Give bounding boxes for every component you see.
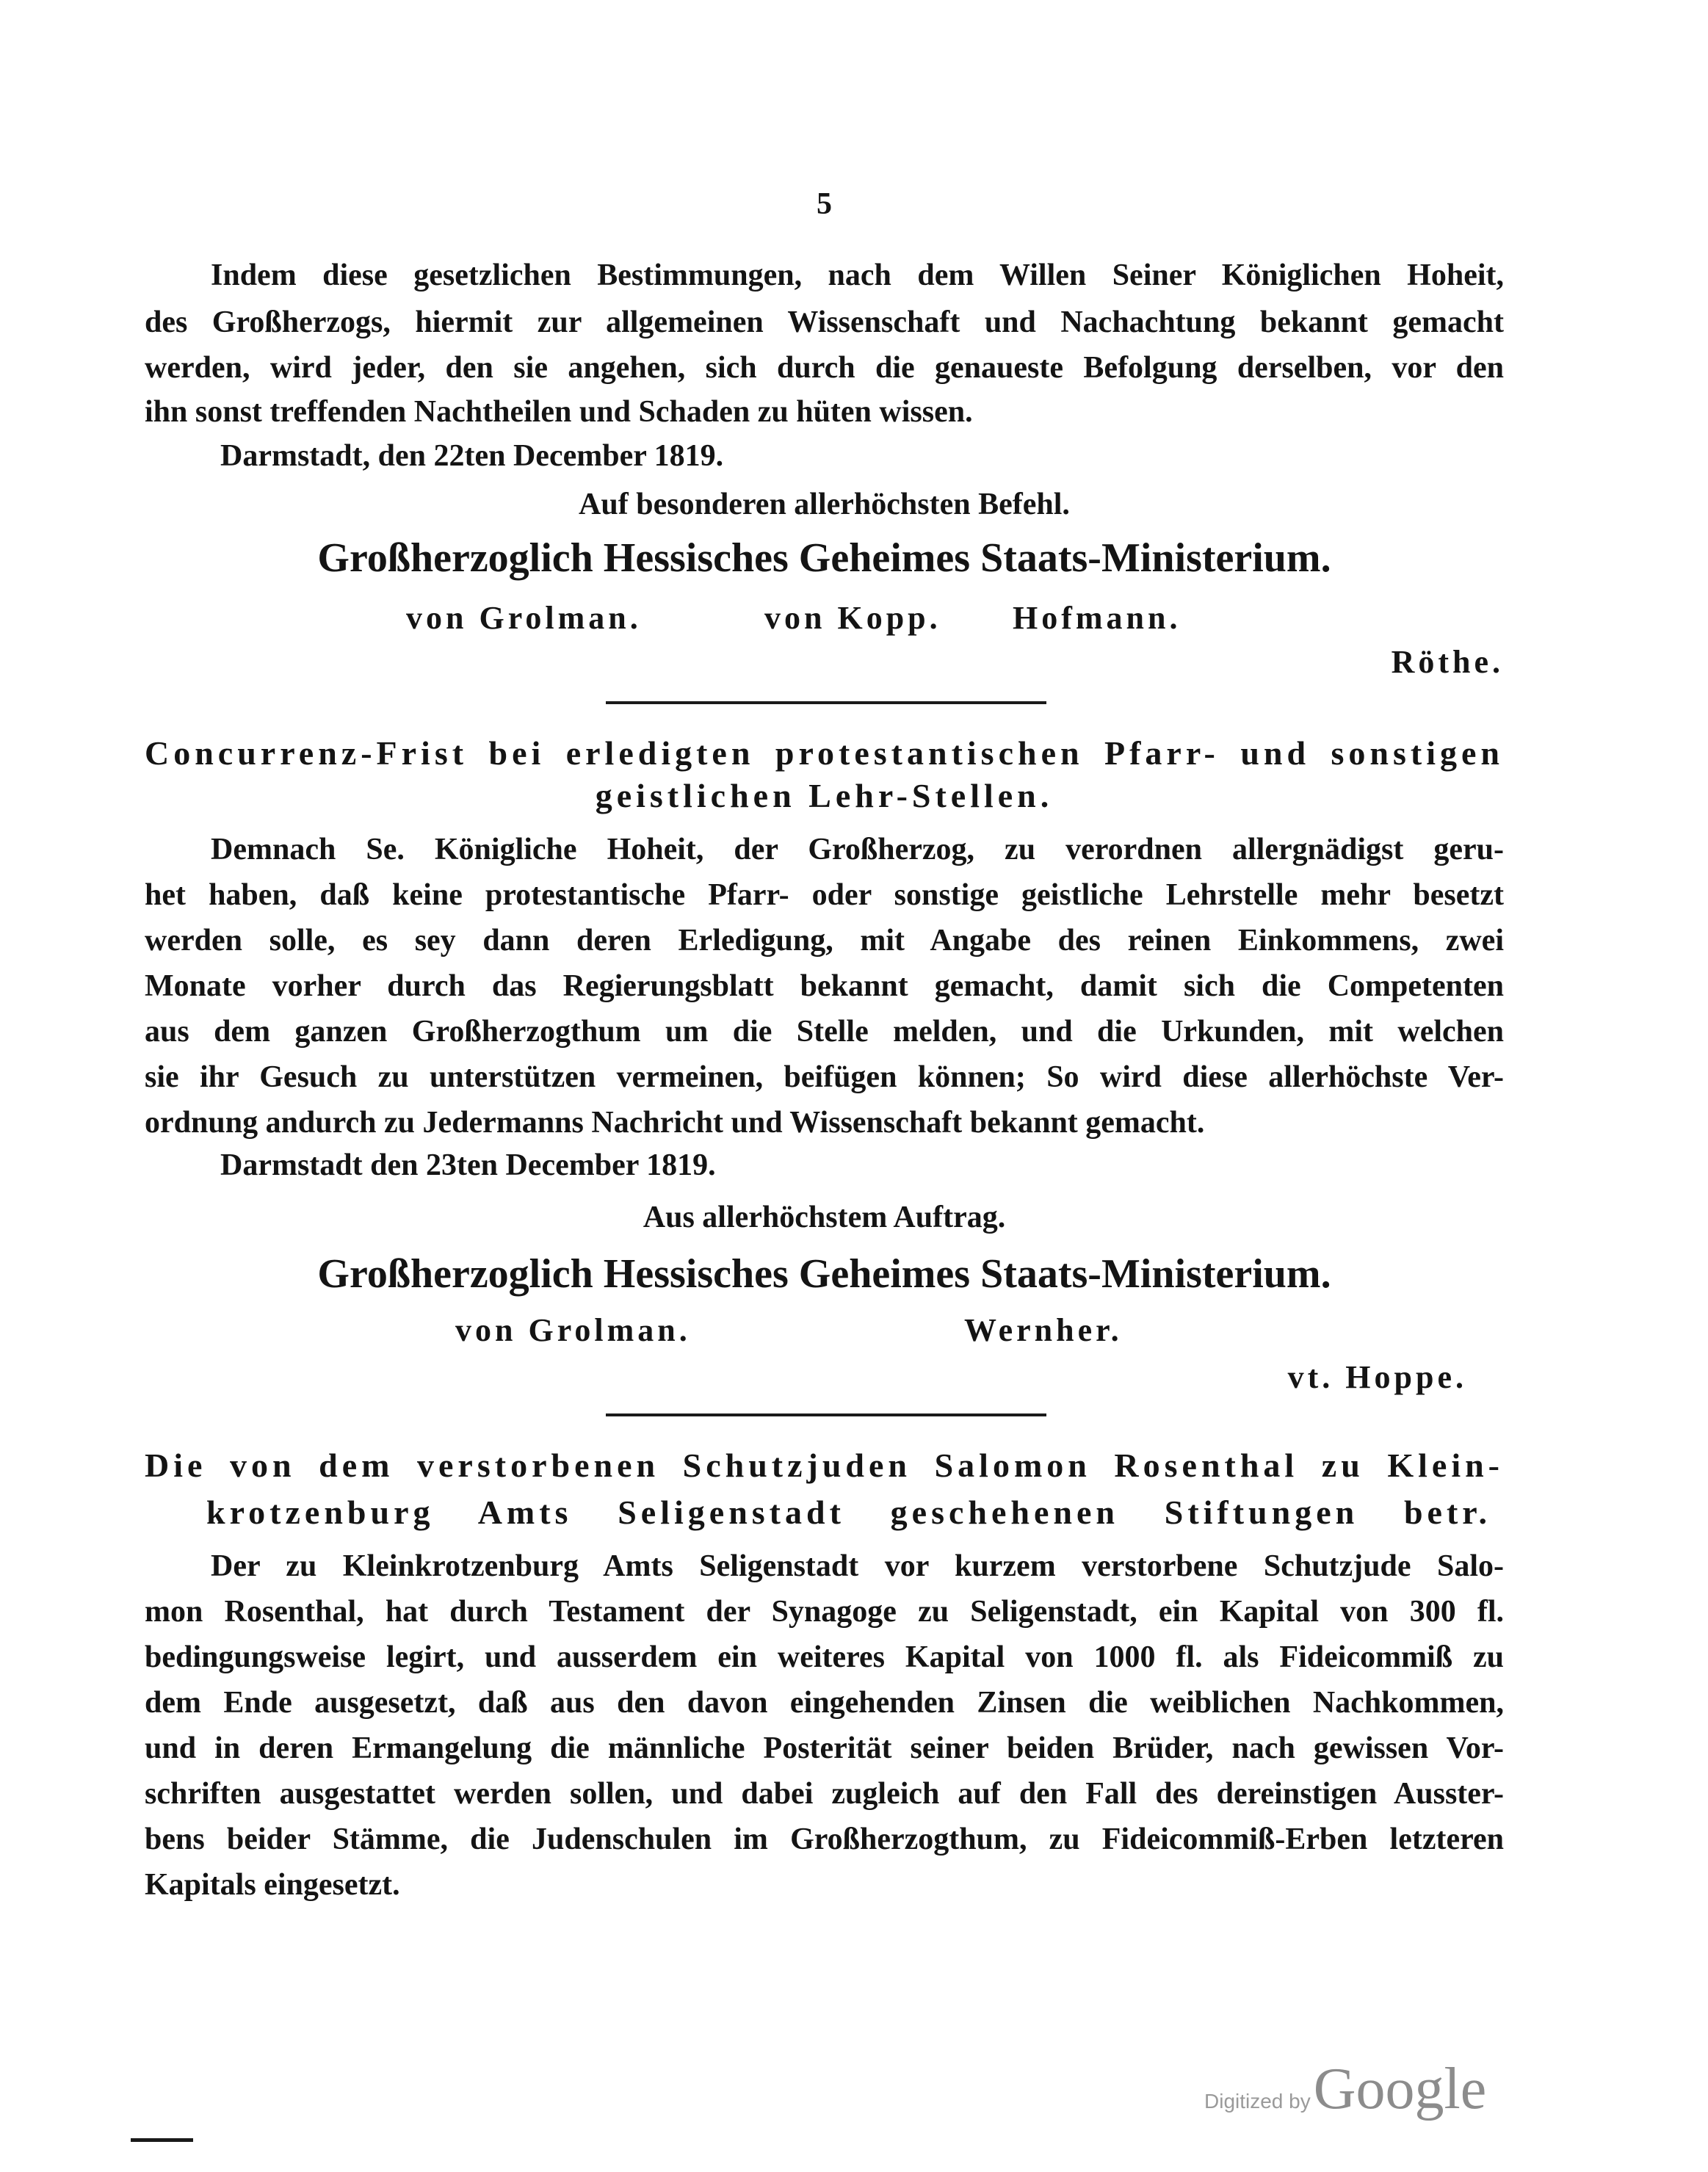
section-title: Die von dem verstorbenen Schutzjuden Salomon Rosenthal zu Klein-	[145, 1447, 1504, 1484]
section-divider	[606, 701, 1046, 704]
section-title: geistlichen Lehr-Stellen.	[595, 777, 1054, 814]
signatory: Hofmann.	[1013, 600, 1182, 636]
place-date: Darmstadt den 23ten December 1819.	[220, 1148, 716, 1182]
signatory: von Grolman.	[455, 1312, 691, 1348]
page-number: 5	[817, 187, 832, 221]
authority-line: Aus allerhöchstem Auftrag.	[643, 1201, 1006, 1234]
ministry-heading: Großherzoglich Hessisches Geheimes Staats-Ministerium.	[317, 535, 1331, 581]
place-date: Darmstadt, den 22ten December 1819.	[220, 439, 724, 473]
google-logo: Google	[1313, 2057, 1487, 2121]
signatory: Wernher.	[964, 1312, 1123, 1348]
scan-mark	[131, 2138, 193, 2142]
paragraph-line: Demnach Se. Königliche Hoheit, der Großherzog, zu verordnen allergnädigst geru-	[211, 833, 1504, 866]
authority-line: Auf besonderen allerhöchsten Befehl.	[579, 488, 1070, 521]
section-title: Concurrenz-Frist bei erledigten protestantischen Pfarr- und sonstigen	[145, 734, 1504, 772]
section-title: krotzenburg Amts Seligenstadt geschehenen Stiftungen betr.	[206, 1494, 1491, 1531]
paragraph-line: und in deren Ermangelung die männliche Posterität seiner beiden Brüder, nach gewissen Vor-	[145, 1731, 1504, 1765]
paragraph-line: schriften ausgestattet werden sollen, und dabei zugleich auf den Fall des dereinstigen Ausster-	[145, 1777, 1504, 1811]
signatory: von Kopp.	[764, 600, 941, 636]
ministry-heading: Großherzoglich Hessisches Geheimes Staats-Ministerium.	[317, 1251, 1331, 1297]
digitized-watermark	[1204, 2056, 1486, 2123]
paragraph-line: aus dem ganzen Großherzogthum um die Stelle melden, und die Urkunden, mit welchen	[145, 1015, 1504, 1049]
paragraph-line: dem Ende ausgesetzt, daß aus den davon eingehenden Zinsen die weiblichen Nachkommen,	[145, 1686, 1504, 1720]
section-divider	[606, 1413, 1046, 1416]
paragraph-line: bedingungsweise legirt, und ausserdem ein weiteres Kapital von 1000 fl. als Fideicommiß zu	[145, 1640, 1504, 1674]
paragraph-line: werden, wird jeder, den sie angehen, sich durch die genaueste Befolgung derselben, vor den	[145, 351, 1504, 385]
paragraph-line: sie ihr Gesuch zu unterstützen vermeinen, beifügen können; So wird diese allerhöchste Ver-	[145, 1060, 1504, 1094]
paragraph-line: ihn sonst treffenden Nachtheilen und Schaden zu hüten wissen.	[145, 395, 973, 429]
watermark-prefix: Digitized by	[1204, 2090, 1311, 2113]
paragraph-line: mon Rosenthal, hat durch Testament der Synagoge zu Seligenstadt, ein Kapital von 300 fl.	[145, 1595, 1504, 1629]
signatory: von Grolman.	[406, 600, 642, 636]
paragraph-line: Monate vorher durch das Regierungsblatt bekannt gemacht, damit sich die Competenten	[145, 969, 1504, 1003]
paragraph-line: Kapitals eingesetzt.	[145, 1868, 400, 1902]
paragraph-line: het haben, daß keine protestantische Pfarr- oder sonstige geistliche Lehrstelle mehr besetzt	[145, 878, 1504, 912]
paragraph-line: Der zu Kleinkrotzenburg Amts Seligenstadt vor kurzem verstorbene Schutzjude Salo-	[211, 1549, 1504, 1583]
paragraph-line: ordnung andurch zu Jedermanns Nachricht und Wissenschaft bekannt gemacht.	[145, 1106, 1205, 1140]
paragraph-line: bens beider Stämme, die Judenschulen im Großherzogthum, zu Fideicommiß-Erben letzteren	[145, 1822, 1504, 1856]
countersignatory: Röthe.	[1391, 644, 1504, 680]
paragraph-line: Indem diese gesetzlichen Bestimmungen, nach dem Willen Seiner Königlichen Hoheit,	[211, 258, 1504, 292]
paragraph-line: des Großherzogs, hiermit zur allgemeinen Wissenschaft und Nachachtung bekannt gemacht	[145, 305, 1504, 339]
countersignatory: vt. Hoppe.	[1287, 1359, 1467, 1395]
paragraph-line: werden solle, es sey dann deren Erledigung, mit Angabe des reinen Einkommens, zwei	[145, 924, 1504, 958]
